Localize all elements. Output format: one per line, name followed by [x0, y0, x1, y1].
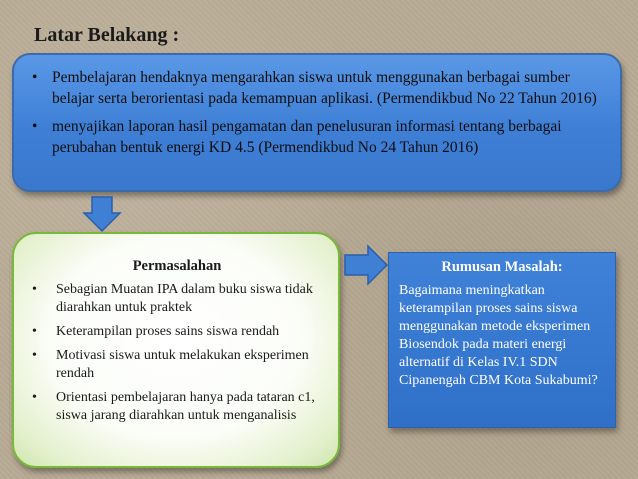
bullet-icon: •	[32, 390, 37, 405]
problem-item	[28, 323, 326, 341]
bullet-icon: •	[32, 324, 37, 339]
problems-box	[12, 232, 340, 468]
problems-list	[28, 281, 326, 425]
background-point-1	[28, 67, 606, 109]
arrow-down-icon	[82, 196, 122, 232]
background-list	[28, 67, 606, 158]
bullet-icon: •	[32, 118, 38, 135]
problem-item	[28, 281, 326, 317]
problem-item	[28, 389, 326, 425]
problem-text: Sebagian Muatan IPA dalam buku siswa tidak diarahkan untuk praktek	[56, 282, 313, 315]
problem-item	[28, 347, 326, 383]
bullet-icon: •	[32, 282, 37, 297]
background-point-text: Pembelajaran hendaknya mengarahkan siswa untuk menggunakan berbagai sumber belajar serta berorientasi pada kemampuan aplikasi. (Permendikbud No 22 Tahun 2016)	[52, 69, 597, 107]
background-point-2	[28, 116, 606, 158]
background-point-text: menyajikan laporan hasil pengamatan dan penelusuran informasi tentang berbagai perubahan bentuk energi KD 4.5 (Permendikbud No 24 Tahun 2016)	[52, 118, 562, 156]
slide-title: Latar Belakang :	[34, 24, 180, 46]
background-box	[12, 53, 622, 192]
problems-heading: Permasalahan	[132, 258, 222, 274]
research-question-text: Bagaimana meningkatkan keterampilan proses sains siswa menggunakan metode eksperimen Biosendok pada materi energi alternatif di Kelas IV.1 SDN Cipanengah CBM Kota Sukabumi?	[399, 283, 598, 388]
problem-text: Motivasi siswa untuk melakukan eksperimen rendah	[56, 348, 309, 381]
problem-text: Keterampilan proses sains siswa rendah	[56, 324, 280, 339]
research-question-box	[388, 252, 616, 428]
bullet-icon: •	[32, 348, 37, 363]
problem-text: Orientasi pembelajaran hanya pada tataran c1, siswa jarang diarahkan untuk menganalisis	[56, 390, 315, 423]
bullet-icon: •	[32, 69, 38, 86]
research-question-heading: Rumusan Masalah:	[441, 259, 563, 275]
arrow-right-icon	[344, 244, 388, 286]
